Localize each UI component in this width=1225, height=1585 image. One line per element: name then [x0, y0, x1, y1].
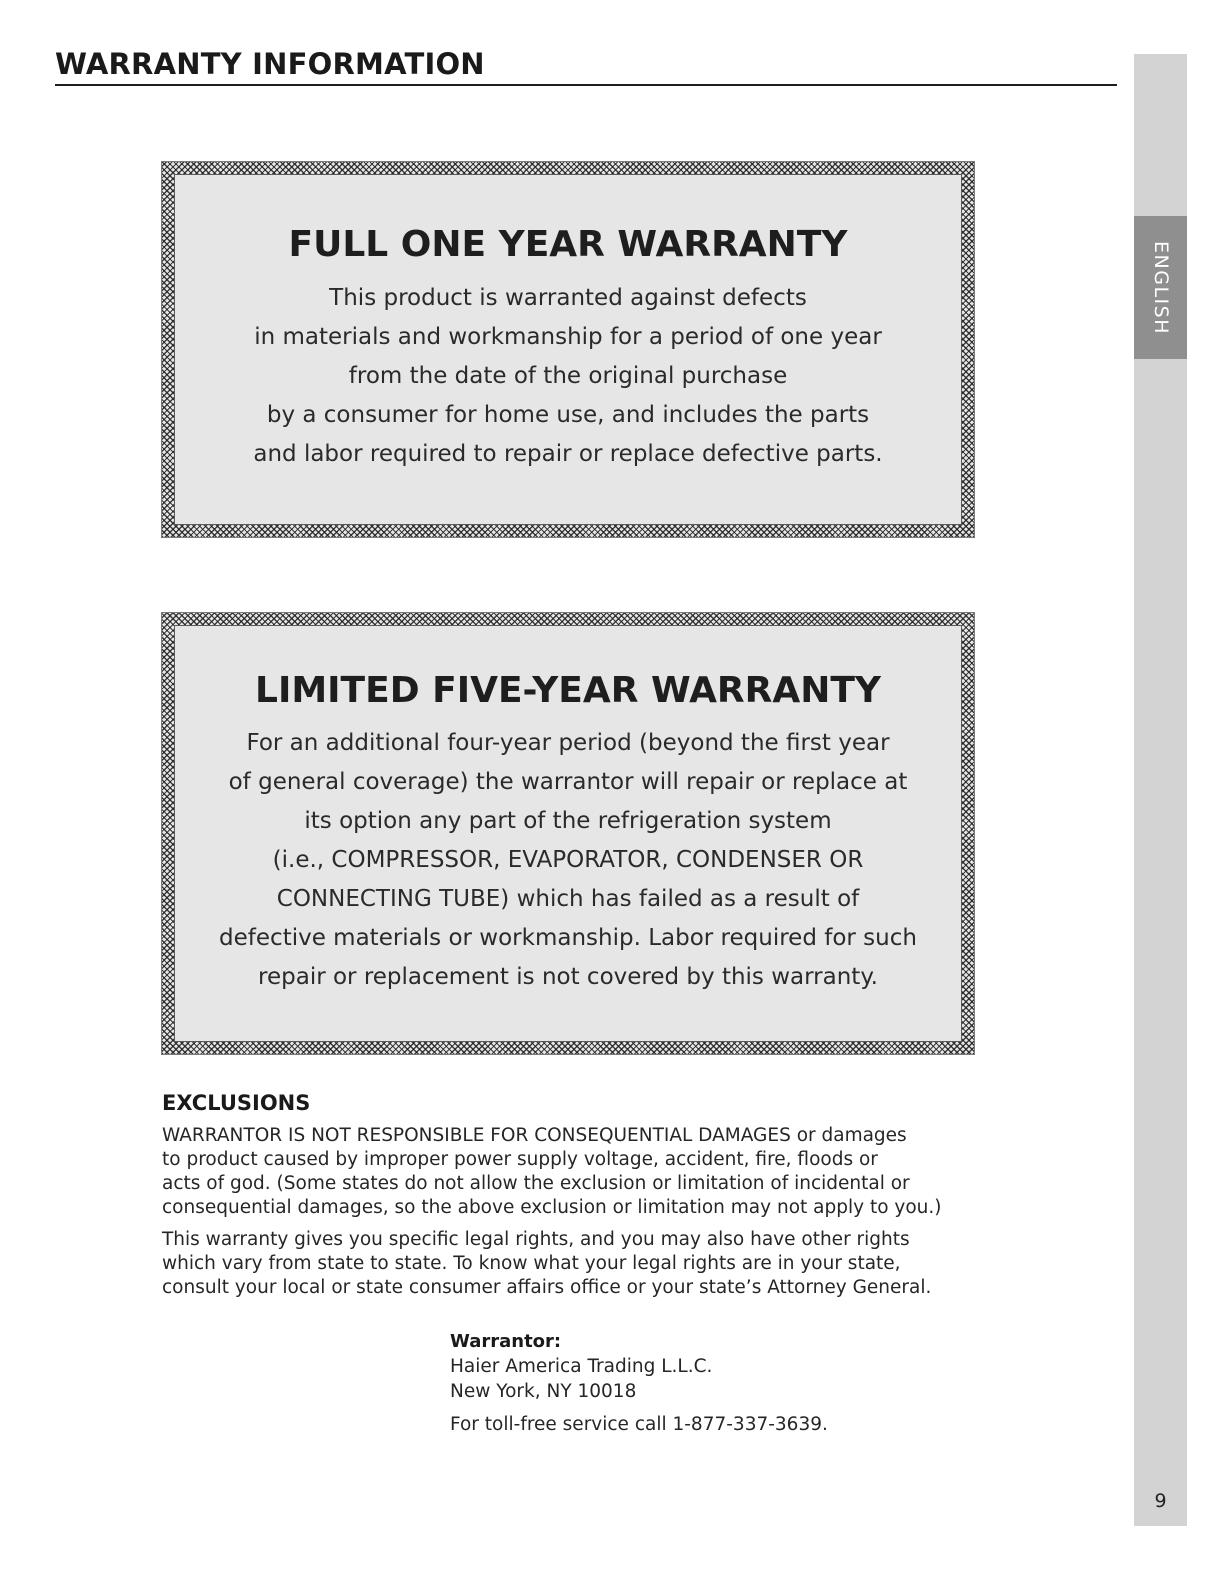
limited-warranty-line: repair or replacement is not covered by this warranty. [258, 964, 878, 990]
page-header [55, 46, 1117, 86]
full-warranty-heading: FULL ONE YEAR WARRANTY [288, 224, 848, 265]
limited-warranty-line: its option any part of the refrigeration system [304, 808, 832, 834]
limited-warranty-line: defective materials or workmanship. Labor required for such [219, 925, 917, 951]
page-title: WARRANTY INFORMATION [55, 47, 485, 81]
warrantor-block [450, 1330, 1010, 1437]
exclusions-line: to product caused by improper power supply voltage, accident, fire, floods or [162, 1149, 878, 1170]
exclusions-paragraph-1 [162, 1124, 1022, 1220]
full-warranty-panel [174, 174, 962, 525]
limited-warranty-line: of general coverage) the warrantor will repair or replace at [228, 769, 908, 795]
limited-warranty-box [161, 612, 975, 1055]
limited-warranty-line: For an additional four-year period (beyond the first year [246, 730, 890, 756]
full-warranty-line: in materials and workmanship for a period of one year [254, 324, 882, 350]
language-tab-label: ENGLISH [1149, 240, 1172, 335]
full-warranty-line: This product is warranted against defects [329, 285, 807, 311]
full-warranty-line: from the date of the original purchase [348, 363, 788, 389]
full-warranty-line: by a consumer for home use, and includes the parts [266, 402, 870, 428]
full-warranty-line: and labor required to repair or replace defective parts. [253, 441, 883, 467]
limited-warranty-line: CONNECTING TUBE) which has failed as a result of [276, 886, 860, 912]
warrantor-address: New York, NY 10018 [450, 1381, 637, 1402]
limited-warranty-line: (i.e., COMPRESSOR, EVAPORATOR, CONDENSER OR [272, 847, 864, 873]
language-tab [1134, 216, 1187, 359]
exclusions-line: consequential damages, so the above exclusion or limitation may not apply to you.) [162, 1197, 942, 1218]
exclusions-line: WARRANTOR IS NOT RESPONSIBLE FOR CONSEQUENTIAL DAMAGES or damages [162, 1125, 907, 1146]
limited-warranty-panel [174, 625, 962, 1042]
exclusions-line: consult your local or state consumer affairs office or your state’s Attorney General. [162, 1277, 932, 1298]
warrantor-company: Haier America Trading L.L.C. [450, 1356, 713, 1377]
full-warranty-box [161, 161, 975, 538]
limited-warranty-heading: LIMITED FIVE-YEAR WARRANTY [255, 670, 881, 711]
exclusions-paragraph-2 [162, 1228, 1022, 1300]
exclusions-line: which vary from state to state. To know what your legal rights are in your state, [162, 1253, 901, 1274]
page-number: 9 [1154, 1490, 1167, 1512]
warrantor-label: Warrantor: [450, 1331, 562, 1352]
exclusions-line: acts of god. (Some states do not allow the exclusion or limitation of incidental or [162, 1173, 910, 1194]
exclusions-line: This warranty gives you specific legal rights, and you may also have other rights [162, 1229, 910, 1250]
exclusions-title: EXCLUSIONS [162, 1091, 311, 1115]
warrantor-service-phone: For toll-free service call 1-877-337-3639. [450, 1414, 828, 1435]
exclusions-section [162, 1091, 1022, 1300]
